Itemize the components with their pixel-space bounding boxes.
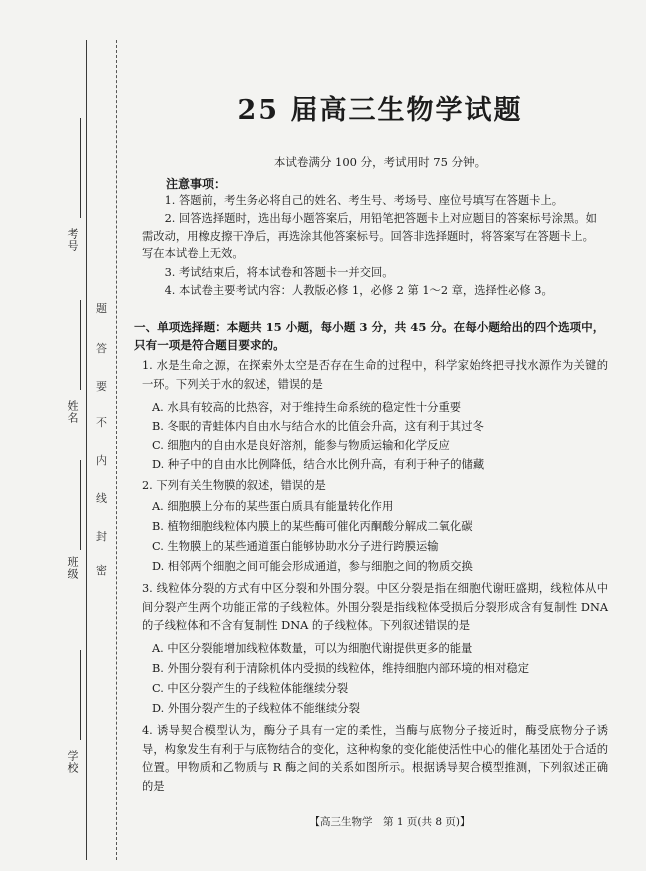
note-item: 1. 答题前，考生务必将自己的姓名、考生号、考场号、座位号填写在答题卡上。	[164, 194, 564, 207]
banji-label: 班级	[66, 556, 79, 580]
binding-line-outer	[86, 40, 87, 860]
note-item: 2. 回答选择题时，选出每小题答案后，用铅笔把答题卡上对应题目的答案标号涂黑。如需改动，用橡皮擦干净后，再选涂其他答案标号。回答非选择题时，将答案写在答题卡上。写在本试卷上无效。	[142, 212, 597, 260]
page-title: 25 届高三生物学试题	[237, 95, 523, 126]
question-option: C. 中区分裂产生的子线粒体能继续分裂	[152, 682, 349, 695]
question-option: C. 细胞内的自由水是良好溶剂，能参与物质运输和化学反应	[152, 439, 450, 452]
exam-subtitle: 本试卷满分 100 分，考试用时 75 分钟。	[273, 155, 487, 169]
question-stem: 3. 线粒体分裂的方式有中区分裂和外围分裂。中区分裂是指在细胞代谢旺盛期，线粒体从中间分裂产生两个功能正常的子线粒体。外围分裂是指线粒体受损后分裂形成含有复制性 DNA 的子线粒体和不含有复制性 DNA 的子线粒体。下列叙述错误的是	[142, 582, 608, 632]
notes-heading: 注意事项：	[166, 177, 227, 191]
question-option: B. 冬眠的青蛙体内自由水与结合水的比值会升高，这有利于其过冬	[152, 420, 484, 433]
xuexiao-label: 学校	[66, 750, 79, 774]
seal-char: 密	[96, 564, 107, 577]
section-heading: 一、单项选择题：本题共 15 小题，每小题 3 分，共 45 分。在每小题给出的四个选项中，只有一项是符合题目要求的。	[134, 320, 605, 352]
binding-cut-line	[116, 40, 117, 860]
seal-char: 不	[96, 416, 107, 429]
seal-char: 题	[96, 302, 107, 315]
seal-char: 要	[96, 380, 107, 393]
question-option: A. 水具有较高的比热容，对于维持生命系统的稳定性十分重要	[152, 401, 462, 414]
kaohao-label: 考号	[66, 228, 79, 252]
seal-char: 内	[96, 454, 107, 467]
question-option: A. 细胞膜上分布的某些蛋白质具有能量转化作用	[152, 500, 394, 513]
question-option: B. 植物细胞线粒体内膜上的某些酶可催化丙酮酸分解成二氧化碳	[152, 520, 473, 533]
seal-char: 线	[96, 492, 107, 505]
page-footer: 【高三生物学 第 1 页(共 8 页)】	[309, 816, 471, 828]
question-stem: 1. 水是生命之源，在探索外太空是否存在生命的过程中，科学家始终把寻找水源作为关键的一环。下列关于水的叙述，错误的是	[142, 359, 608, 391]
question-option: D. 外围分裂产生的子线粒体不能继续分裂	[152, 702, 360, 715]
question-stem: 2. 下列有关生物膜的叙述，错误的是	[142, 479, 326, 492]
xingming-blank	[80, 300, 81, 390]
xuexiao-blank	[80, 650, 81, 740]
question-stem: 4. 诱导契合模型认为，酶分子具有一定的柔性，当酶与底物分子接近时，酶受底物分子诱导，构象发生有利于与底物结合的变化，这种构象的变化能使活性中心的催化基团处于合适的位置。甲物质和乙物质与 R 酶之间的关系如图所示。根据诱导契合模型推测，下列叙述正确的是	[142, 724, 608, 793]
question-option: D. 相邻两个细胞之间可能会形成通道，参与细胞之间的物质交换	[152, 560, 473, 573]
xingming-label: 姓名	[66, 400, 79, 424]
question-option: A. 中区分裂能增加线粒体数量，可以为细胞代谢提供更多的能量	[152, 642, 473, 655]
question-option: D. 种子中的自由水比例降低，结合水比例升高，有利于种子的储藏	[152, 458, 485, 471]
note-item: 4. 本试卷主要考试内容：人教版必修 1，必修 2 第 1～2 章，选择性必修 3。	[164, 284, 553, 297]
question-option: C. 生物膜上的某些通道蛋白能够协助水分子进行跨膜运输	[152, 540, 439, 553]
banji-blank	[80, 460, 81, 550]
note-item: 3. 考试结束后，将本试卷和答题卡一并交回。	[164, 266, 394, 279]
kaohao-blank	[80, 118, 81, 218]
seal-char: 答	[96, 342, 107, 355]
seal-char: 封	[96, 530, 107, 543]
question-option: B. 外围分裂有利于清除机体内受损的线粒体，维持细胞内部环境的相对稳定	[152, 662, 529, 675]
